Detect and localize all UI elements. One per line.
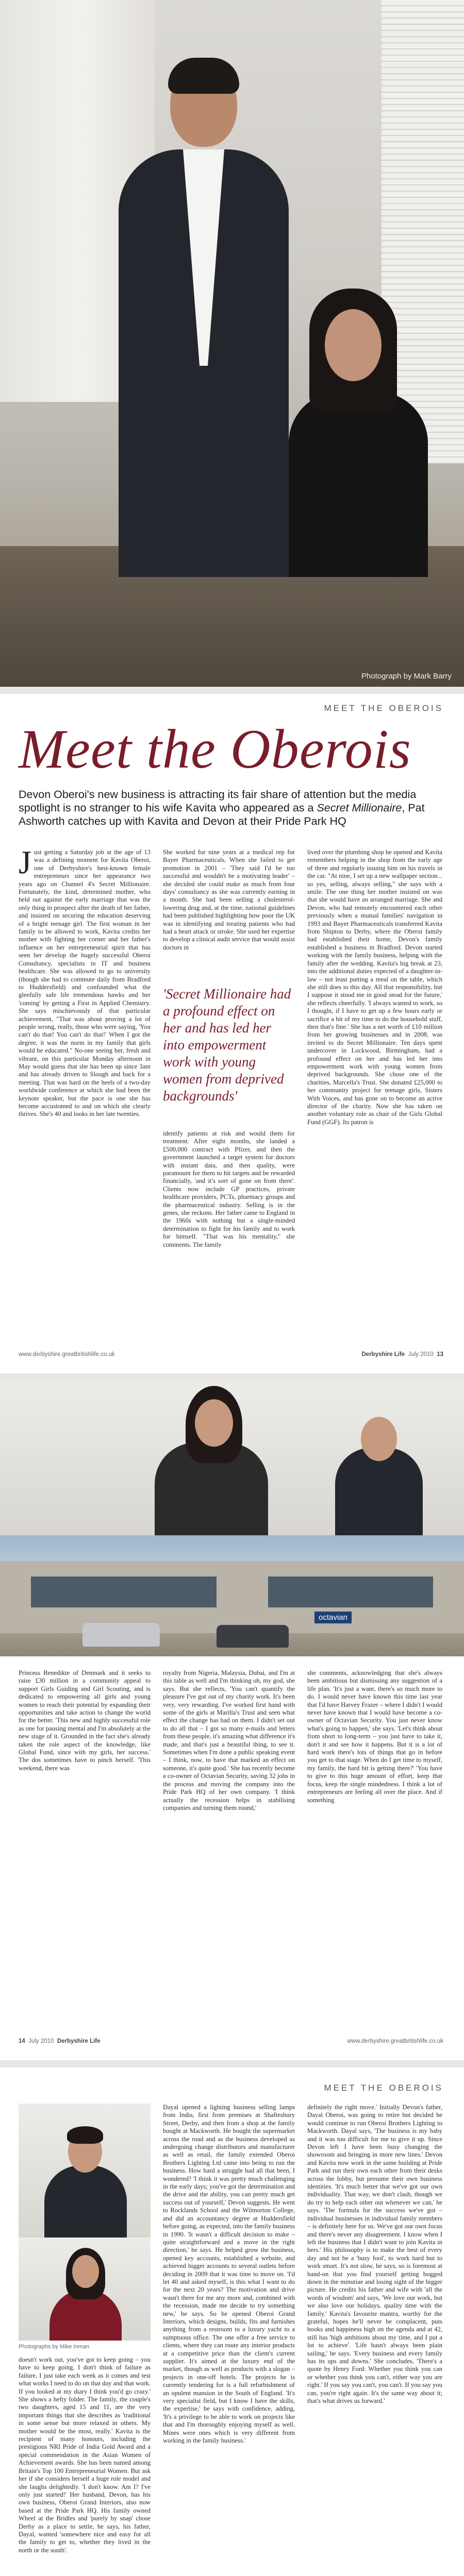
photo-credit: Photograph by Mark Barry xyxy=(361,672,452,681)
page4-column-2-text: Dayal opened a lighting business selling lamps from India, first from premises at Shaftesbury Street, Derby, and then from a shop at the family bought at Mackworth. He bought the supermarket across the road and as the business developed as undergoing change distributors and manufacturer as well as retail, the family extended Oberoi Brothers Lighting Ltd came into being to run the business. How hard a struggle had all that been, I wondered? 'I think it was pretty much challenging in the early days; you've got the determination and the drive and the ability, you can pretty much get success out of yourself,' Devon suggests. He went to Rocklands School and the Wilmorton College, and did an accountancy degree at Huddersfield before going, as expected, into the family business in 1990. 'It wasn't a difficult decision to make – quite straightforward and a move in the right direction,' he says. He helped grow the business, opened key accounts, established a website, and achieved bigger accounts to several outlets before deciding in 2009 that it was time to move on. 'I'd let 40 and asked myself, is this what I want to do for the next 20 years? The motivation and drive wasn't there for me any more and, combined with the recession, made me decide to try something new,' he says. So he opened Oberoi Grand Interiors, which designs, builds, fits and furnishes anything from a restroom to a luxury yacht to a sumptuous office. The one offer a free service to clients, where they can route any interior products at a competitive price than the client's current supplier. It's aimed at the luxury end of the market, though as well as products with a slogan – projects in one-off hotels. The projects he is currently tendering for is a full refurbishment of an opulent mansion in the South of England. 'It's very specialist field, but I know I have the skills, the expertise,' he says with confidence, adding, 'It's a privilege to be able to work on projects like that and I'm thoroughly enjoying myself as well. Mines were ones which is very different from working in the family business.' xyxy=(163,2104,295,2445)
article-headline: Meet the Oberois xyxy=(19,719,411,780)
article-column-1 xyxy=(19,849,151,1333)
column-1-text: ust getting a Saturday job at the age of 13 was a defining moment for Kavita Oberoi, one of Derbyshire's best-known female entrepreneurs since her appearance two years ago on Channel 4's Secret Millionaire. Fortunately, the kind, determined mother, who held out against the early marriage that was the only thing in prospect after the death of her father, and insisted on securing the education deserving of a bright teenage girl. The first woman in her family to be allowed to work, Kavita credits her mother with fighting her corner and her father's influence on her entrepreneurial spirit that has seen her develop the hugely successful Oberoi Consultancy, specialists in IT and business healthcare. She was allowed to go to university (though she had to commute daily from Bradford to Huddersfield) and confounded what the gleefully safe life tremendous hawks and her 'coming' by getting a First in Applied Chemistry. She says mischievously of that particular achievement, "That was about proving a lot of people wrong, really, those who were saying, 'You can't do that! You can't do that!' When I got the degree, it was the norm in my family that girls would be educated." No-one seeing her, fresh and vibrant, on this particular Monday afternoon in May would guess that she has been up since 3am and has already driven to Slough and back for a meeting. That was hard on the heels of a two-day worldwide conference at which she had been the keynote speaker, but the pace is one she has become accustomed to and on which she clearly thrives. She's 40 and looks in her late twenties. xyxy=(19,849,151,1118)
page-1 xyxy=(0,0,464,687)
page3-footer-url xyxy=(347,2038,443,2044)
article-standfirst xyxy=(19,788,441,828)
standfirst-part-1: Devon Oberoi's new business is attracting its fair share of attention but the media spotlight is no stranger to his wife Kavita who appeared as a xyxy=(19,788,417,814)
car-silver xyxy=(82,1623,160,1647)
article-column-3 xyxy=(307,849,442,1333)
section-heading: MEET THE OBEROIS xyxy=(324,703,443,713)
pull-quote: 'Secret Millionaire had a profound effect on her and has led her into empowerment work with young women from deprived backgrounds' xyxy=(163,986,291,1104)
kavita-portrait-photo xyxy=(0,1381,464,1535)
page3-footer-date: July 2010 xyxy=(28,2038,54,2044)
column-2a-text: She worked for nine years at a medical rep for Bayer Pharmaceuticals. When she failed to get promotion in 2001 – 'They said I'd be too successful and wouldn't be a motivating leader' – she decided she could make as much from four days' consultancy as she was currently earning in a month. She had been selling a cholesterol-lowering drug and, at the time, national guidelines had been published highlighting how poor the UK was in identifying and treating patients who had had a heart attack or stroke. She used her expertise to develop a clinical audit service that would assist doctors in xyxy=(163,849,295,951)
devon-suit xyxy=(44,2165,127,2238)
page4-column-2 xyxy=(163,2104,295,2576)
kavita-oberoi-figure xyxy=(289,289,428,577)
octavian-sign: octavian xyxy=(314,1612,352,1623)
page-divider xyxy=(0,687,464,694)
page3-column-2-text: royalty from Nigeria, Malaysia, Dubai, and I'm at this table as well and I'm thinking oh, my god, she says. But she reflects, 'You can't quantify the pleasure I've got out of my charity work. It's been very, very rewarding. I've worked first hand with some of the girls at Marilla's Trust and seen what effect the change has had on them. I didn't set out to do all that – I got so many e-mails and letters from these people, it's amazing what difference it's made, and that's just a beautiful thing, to see it. Sometimes when I'm done a public speaking event – I think, now, to have that marked an effect on someone, it's quite good.' She has recently become a co-owner of Octavian Security, saving 32 jobs in the process and moving the company into the Pride Park HQ of her own company. 'I think actually the recession helps in stabilising companies and turning them round,' xyxy=(163,1669,295,1811)
page3-column-3-text: she comments, acknowledging that she's always been ambitious but dismissing any suggestion of a life plan. 'It's just a want, there's so much more to do. I would never have known this time last year that I'd have Harvey Frazer – where I didn't I would never have known that I would have become a co-owner of Octavian Security. You just never know what's going to happen,' she says. 'Let's think about from short to long-term – you just have to take it, don't it and see how it happens. But it is a lot of hard work there's lots of things that go in before you get to that stage. When do I get time to myself, my family, the hard bit is getting there?' 'You have to give to this huge amount of effort, keep that focus, keep the single mindedness. I think a lot of entrepreneurs are feeling all over the place. And if something xyxy=(307,1669,442,1804)
footer-magazine: Derbyshire Life xyxy=(361,1351,405,1358)
kavita-small-photo xyxy=(19,2238,151,2341)
page-footer-right xyxy=(361,1351,443,1358)
article-column-2b xyxy=(163,1130,295,1333)
page4-column-3 xyxy=(307,2104,442,2576)
page4-section-heading: MEET THE OBEROIS xyxy=(324,2083,443,2093)
page-4 xyxy=(0,2067,464,2576)
woman-face xyxy=(325,309,382,381)
hero-photograph xyxy=(0,0,464,687)
office-windows-right xyxy=(268,1577,433,1607)
page-number: 13 xyxy=(437,1351,443,1358)
man-hair xyxy=(168,58,239,94)
page4-photo-credit: Photographs by Mike Inman xyxy=(19,2344,89,2350)
page3-footer xyxy=(19,2038,101,2044)
page-3 xyxy=(0,1381,464,2060)
face xyxy=(195,1399,233,1447)
page-footer xyxy=(19,1351,115,1358)
page4-column-1-text: doesn't work out, you've got to keep going – you have to keep going. I don't think of failure as failure, I just take each week as it comes and test what works I need to do on that day and that work. If you looked at my diary I think you'd go crazy.' She shows a hefty folder. The family, the couple's two daughters, aged 15 and 11, are the very important things that she describes as 'traditional in some sense but more relaxed in others. My mother would be the most, really.' Kavita is the recipient of many honours, including the prestigious NRI Pride of India Gold Award and a special commendation in the Asian Women of Achievement awards. She has been named among Britain's Top 100 Entrepreneurial Women. But ask her if she considers herself a huge role model and she laughs delightedly. 'I don't know. Am I? I've only just started!' Her husband, Devon, has his own business, Oberoi Grand Interiors, also now based at the Pride Park HQ. His family owned Wheel at the Bridles and 'purely by snap' chose Derby as a place to settle, he says, his father, Dayal, wanted 'somewhere nice and easy for all the family to get to, whether they lived in the north or the south'. xyxy=(19,2356,151,2554)
page3-column-1 xyxy=(19,1669,151,2025)
column-3-text: lived over the plumbing shop he opened and Kavita remembers helping in the shop from the early age of three and regularly issuing him on his travels in the car. "At nine, I set up a new wallpaper section... so yes, selling, always selling," she says with a smile. The one thing her mother insisted on was that she would have an arranged marriage. She and Devon, who had remotely encountered each other previously when a mutual families' navigation in 1993 and Bayer Pharmaceuticals transferred Kavita from Shipton to Derby, where the Oberoi family had established their home, Devon's family established a business in Bradford. Devon started working with the family business, helping with the family after the wedding. Kavita's big break at 23, into the additional duties expected of a daughter-in-law – not least putting a meal on the table, which she still does to this day. All that responsibility, but I suppose it stood me in good stead for the future,' she reflects cheerfully. 'I always wanted to work, so I thought, if I have to get up a few hours early or sacrifice a bit of my time to do the household stuff, then that's fine.' She has a net worth of £10 million from her growing businesses and in 2008, was invited to do Secret Millionaire. Ten days spent undercover in Lockwood, Birmingham, had a profound effect on her and has led her into empowerment work with young women from deprived backgrounds. She chose one of the charities, Marcella's Trust. She donated £25,000 to her community project for teenage girls, Sisters With Voices, and has gone on to become an active director of the charity. Now she has taken on another voluntary role as chair of the Girls Global Fund (GGF). Its patron is xyxy=(307,849,442,1126)
page-divider xyxy=(0,2060,464,2067)
drop-cap: J xyxy=(19,849,31,880)
woman-body xyxy=(289,392,428,577)
page-divider xyxy=(0,1374,464,1381)
devon-face xyxy=(361,1417,397,1461)
footer-date: July 2010 xyxy=(408,1351,434,1358)
devon-hair-small xyxy=(67,2126,103,2144)
page3-column-2 xyxy=(163,1669,295,2025)
devon-oberoi-figure xyxy=(119,62,289,577)
page3-url: www.derbyshire.greatbritishlife.co.uk xyxy=(347,2038,443,2044)
standfirst-part-2: , Pat Ashworth catches up with Kavita and Devon at their Pride Park HQ xyxy=(19,802,425,827)
kavita-face-small xyxy=(72,2255,99,2288)
page4-column-3-text: definitely the right move.' Initially Devon's father, Dayal Oberoi, was going to retire but decided he would continue to run Oberoi Brothers Lighting to Mackworth. Dayal says, 'The business is my baby and it was too difficult for me to give it up. Since Devon left I have been busy changing the showroom and bringing in more new lines.' Devon and Kavita now work in the same building at Pride Park and run their own each other from their desks across the lobby, but presume their own business identities. 'It's much better that we've got our own individuality. That way, we don't clash, though we do try to help each other out whenever we can,' he says. 'The formula for the success we've got – individual businesses in individual family members – is definitely here for us. We've got our own focus and there's never any disagreement. I know when I left the business that I didn't want to join Kavita in hers.' His philosophy is to make the best of every day and not be a 'busy fool', to work hard but to work smart. It's not slow, he says, so is foremost at hand-on that you find yourself getting bogged down in the minutiae and losing sight of the bigger picture. He credits his father and wife with 'all the words of wisdom' and says, 'We love our work, but we also love our holidays, quality time with the family.' Kavita's favourite mantra, worthy for the grateful, hopes he'll never be complacent, puts books and happiness high on the agenda and at 42, still has 'high ambitions about my time, and I put a lot to achieve'. 'Life hasn't always been plain sailing,' he says. 'Every business and every family has its ups and downs.' She concludes, 'There's a quote by Henry Ford: Whether you think you can or whether you think you can't, either way you are right.' If you say you can't, you can't. If you say you can, you're right again. It's the same way about it; that's what drives us forward.' xyxy=(307,2104,442,2405)
standfirst-emphasis: Secret Millionaire xyxy=(317,802,402,814)
page3-column-3 xyxy=(307,1669,442,2025)
footer-url: www.derbyshire.greatbritishlife.co.uk xyxy=(19,1351,115,1358)
office-exterior-photo xyxy=(0,1535,464,1656)
page3-column-1-text: Princess Benedikte of Denmark and it seeks to raise £30 million in a community appeal to support Girls Guiding and Girl Scouting, and is dedicated to empowering all girls and young women to reach their potential by expanding their opportunities and take action to change the world for the better. 'This new and highly successful role as one for pausing mental and I'm absolutely at the new stage of it. Grounded in the fact she's already taken the role aspect of the knowledge, like Global Fund, since with my girls, her success.' The dos sometimes have to pinch herself. 'This weekend, there was xyxy=(19,1669,151,1772)
column-2b-text: identify patients at risk and would them for treatment. After eight months, she landed a £500,000 contract with Pfizer, and then the government launched a target system for doctors with instant data, and then quality, were paramount for them to hit targets and be rewarded financially, 'and it's sort of gone on from there'. Clients now include GP practices, private healthcare providers, PCTs, pharmacy groups and the pharmaceutical industry. Selling is in the genes, she reckons. Her father came to England in the 1960s with nothing but a single-minded determination to fight for his family and to work for himself. "That was his mentality," she comments. The family xyxy=(163,1130,295,1248)
page-2 xyxy=(0,694,464,1374)
devon-portrait-photo xyxy=(19,2104,151,2238)
page3-page-number: 14 xyxy=(19,2038,25,2044)
article-column-2a xyxy=(163,849,295,982)
office-windows xyxy=(31,1577,217,1607)
car-dark xyxy=(217,1625,289,1648)
page3-footer-magazine: Derbyshire Life xyxy=(57,2038,101,2044)
page4-column-1 xyxy=(19,2356,151,2576)
